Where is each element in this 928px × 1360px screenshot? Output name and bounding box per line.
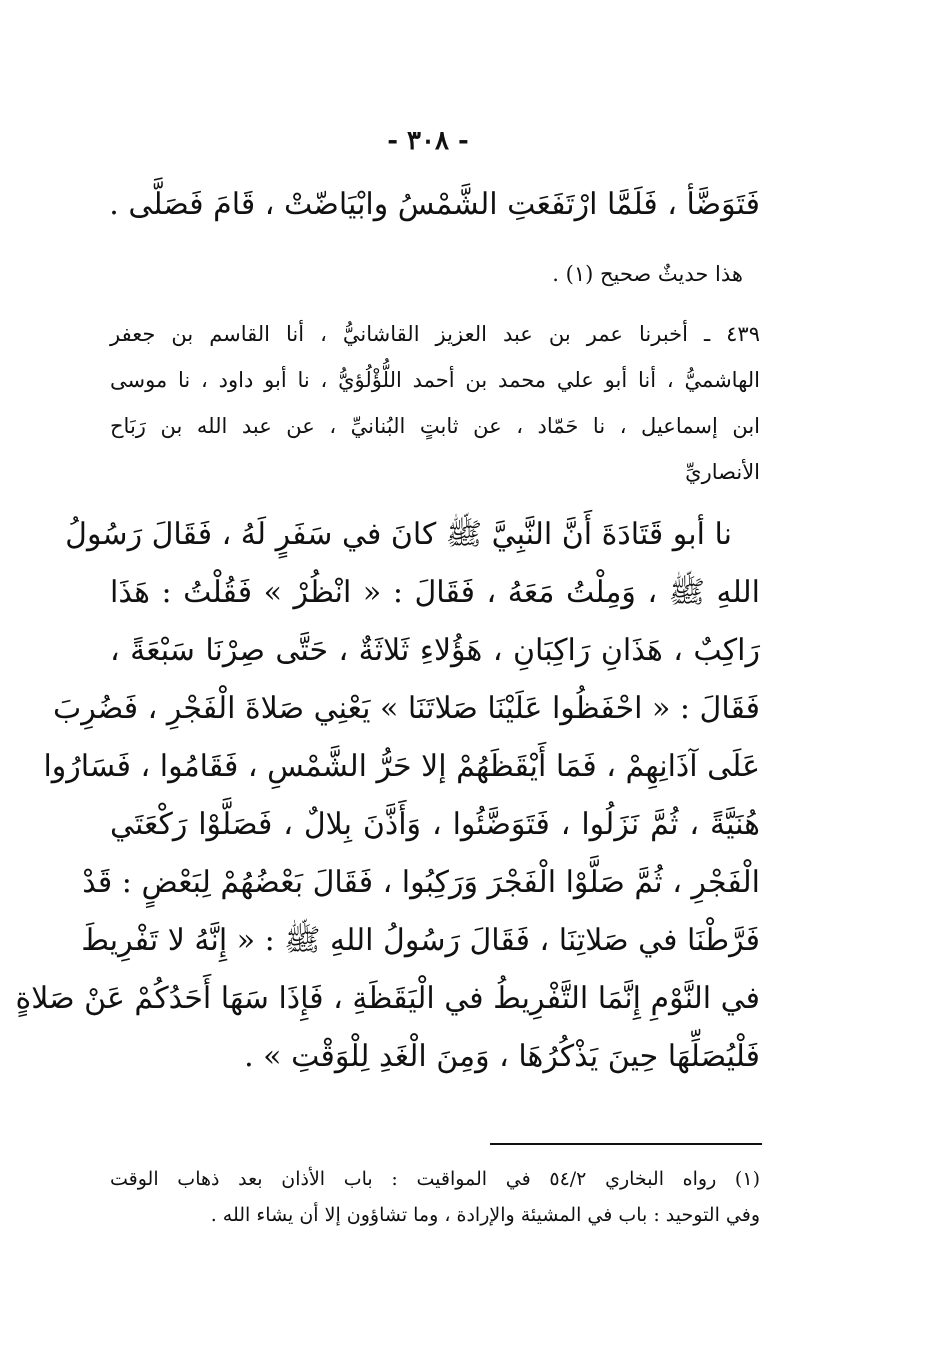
matn-line: فَقَالَ : « احْفَظُوا عَلَيْنَا صَلاتَنَا » يَعْنِي صَلاةَ الْفَجْرِ ، فَضُرِبَ xyxy=(52,691,760,726)
opening-line-1: فَتَوَضَّأ ، فَلَمَّا ارْتَفَعَتِ الشَّمْسُ وابْيَاضّتْ ، قَامَ فَصَلَّى . xyxy=(109,187,760,222)
hadith-grade xyxy=(93,264,743,294)
footnote-separator xyxy=(490,1143,762,1145)
hadith-grade-text: هذا حديثٌ صحيح (١) . xyxy=(552,262,743,286)
matn-line: نا أبو قَتَادَةَ أَنَّ النَّبِيَّ ﷺ كانَ في سَفَرٍ لَهُ ، فَقَالَ رَسُولُ xyxy=(65,517,732,552)
matn-line: عَلَى آذَانِهِمْ ، فَمَا أَيْقَظَهُمْ إلا حَرُّ الشَّمْسِ ، فَقَامُوا ، فَسَارُوا xyxy=(43,749,760,784)
isnad-line: الأنصاريِّ xyxy=(685,460,760,484)
matn-section xyxy=(15,517,760,1100)
footnote-line: (١) رواه البخاري ٥٤/٢ في المواقيت : باب الأذان بعد ذهاب الوقت xyxy=(110,1168,760,1190)
footnote-line: وفي التوحيد : باب في المشيئة والإرادة ، وما تشاؤون إلا أن يشاء الله . xyxy=(210,1204,760,1226)
matn-line: هُنَيَّةً ، ثُمَّ نَزَلُوا ، فَتَوَضَّئُوا ، وَأَذَّنَ بِلالٌ ، فَصَلَّوْا رَكْعَتَي xyxy=(110,807,760,842)
isnad-line: ابن إسماعيل ، نا حَمّاد ، عن ثابتٍ البُنانيِّ ، عن عبد الله بن رَبَاح xyxy=(110,414,760,438)
matn-line: رَاكِبٌ ، هَذَانِ رَاكِبَانِ ، هَؤُلاءِ ثَلاثَةٌ ، حَتَّى صِرْنَا سَبْعَةً ، xyxy=(110,633,760,668)
footnote-section xyxy=(110,1170,760,1242)
matn-line: اللهِ ﷺ ، وَمِلْتُ مَعَهُ ، فَقَالَ : « انْظُرْ » فَقُلْتُ : هَذَا xyxy=(110,575,760,610)
matn-line: الْفَجْرِ ، ثُمَّ صَلَّوْا الْفَجْرَ وَرَكِبُوا ، فَقَالَ بَعْضُهُمْ لِبَعْضٍ : قَدْ xyxy=(82,865,760,900)
isnad-line: الهاشميُّ ، أنا أبو علي محمد بن أحمد اللُّؤْلُؤيُّ ، نا أبو داود ، نا موسى xyxy=(110,368,760,392)
matn-line: فَرَّطْنَا في صَلاتِنَا ، فَقَالَ رَسُولُ اللهِ ﷺ : « إِنَّهُ لا تَفْرِيطَ xyxy=(81,923,760,958)
isnad-line: ٤٣٩ ـ أخبرنا عمر بن عبد العزيز القاشانيُّ ، أنا القاسم بن جعفر xyxy=(110,322,760,346)
isnad-section xyxy=(110,324,760,508)
matn-line: في النَّوْمِ إِنَّمَا التَّفْرِيطُ في الْيَقَظَةِ ، فَإِذَا سَهَا أَحَدُكُمْ عَنْ صَلاةٍ xyxy=(15,981,760,1016)
matn-line: فَلْيُصَلِّهَا حِينَ يَذْكُرُهَا ، وَمِنَ الْغَدِ لِلْوَقْتِ » . xyxy=(244,1039,760,1074)
page-number: - ٣٠٨ - xyxy=(387,126,469,156)
opening-section xyxy=(109,187,760,234)
